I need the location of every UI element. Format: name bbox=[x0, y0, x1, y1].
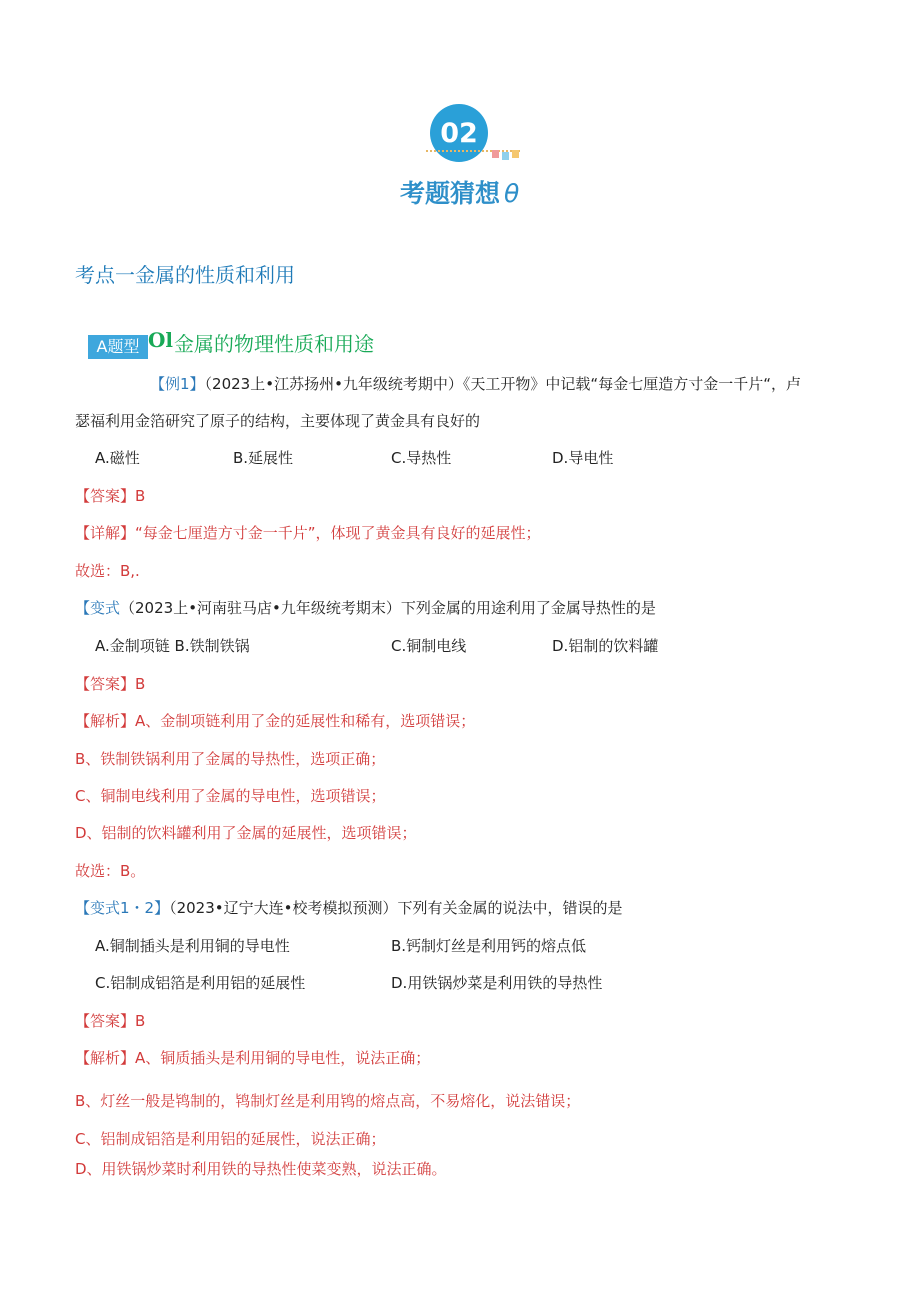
variant1-stem-text: （2023上•河南驻马店•九年级统考期末）下列金属的用途利用了金属导热性的是 bbox=[120, 599, 656, 617]
example1-option-c: C.导热性 bbox=[391, 449, 452, 467]
example1-choice: 故选：B,. bbox=[75, 562, 140, 580]
variant1-explanation-line2: B、铁制铁锅利用了金属的导热性，选项正确； bbox=[75, 750, 386, 768]
question-type-tag: A题型 bbox=[88, 335, 148, 359]
variant1-explanation-line4: D、铝制的饮料罐利用了金属的延展性，选项错误； bbox=[75, 824, 417, 842]
variant2-stem bbox=[75, 897, 622, 918]
bunting-flag-icon bbox=[492, 150, 499, 158]
example1-label: 【例1】 bbox=[150, 375, 205, 393]
example1-stem-line2: 瑟福利用金箔研究了原子的结构，主要体现了黄金具有良好的 bbox=[75, 412, 481, 430]
example1-option-b: B.延展性 bbox=[233, 449, 294, 467]
answer-tag: 【答案】 bbox=[75, 487, 136, 505]
variant1-option-c: C.铜制电线 bbox=[391, 637, 467, 655]
question-type-title: 金属的物理性质和用途 bbox=[174, 332, 374, 356]
bunting-flag-icon bbox=[512, 150, 519, 158]
variant1-explanation-line1 bbox=[75, 710, 475, 731]
variant2-option-a: A.铜制插头是利用铜的导电性 bbox=[95, 937, 290, 955]
answer-value: B bbox=[135, 487, 146, 505]
heading-mark: θ bbox=[504, 179, 520, 208]
example1-stem-line1 bbox=[150, 373, 801, 394]
answer-value: B bbox=[135, 1012, 146, 1030]
example1-answer bbox=[75, 485, 145, 506]
variant2-option-c: C.铝制成铝箔是利用铝的延展性 bbox=[95, 974, 306, 992]
explain-text: A、金制项链利用了金的延展性和稀有，选项错误； bbox=[135, 712, 476, 730]
explain-text: A、铜质插头是利用铜的导电性，说法正确； bbox=[135, 1049, 431, 1067]
example1-stem-text: （2023上•江苏扬州•九年级统考期中）《天工开物》中记载“每金七厘造方寸金一千片“，卢 bbox=[204, 375, 801, 393]
section-number-badge: 02 bbox=[430, 104, 488, 162]
page-heading-text: 考题猜想 bbox=[400, 179, 501, 208]
answer-value: B bbox=[135, 675, 146, 693]
page-heading bbox=[400, 174, 519, 210]
variant1-option-ab: A.金制项链 B.铁制铁锅 bbox=[95, 637, 250, 655]
variant1-stem bbox=[75, 597, 656, 618]
variant2-explanation-line2: B、灯丝一般是鸨制的，鸨制灯丝是利用鸨的熔点高，不易熔化，说法错误； bbox=[75, 1092, 581, 1110]
variant2-stem-text: （2023•辽宁大连•校考模拟预测）下列有关金属的说法中，错误的是 bbox=[169, 899, 623, 917]
answer-tag: 【答案】 bbox=[75, 1012, 136, 1030]
variant1-label: 【变式 bbox=[75, 599, 121, 617]
variant2-explanation-line3: C、铝制成铝箔是利用铝的延展性，说法正确； bbox=[75, 1130, 386, 1148]
variant2-label: 【变式1・2】 bbox=[75, 899, 170, 917]
explain-text: “每金七厘造方寸金一千片”，体现了黄金具有良好的延展性； bbox=[135, 524, 541, 542]
variant1-choice: 故选：B。 bbox=[75, 862, 146, 880]
variant2-explanation-line4: D、用铁锅炒菜时利用铁的导热性使菜变熟，说法正确。 bbox=[75, 1160, 447, 1178]
variant1-explanation-line3: C、铜制电线利用了金属的导电性，选项错误； bbox=[75, 787, 386, 805]
explain-tag: 【详解】 bbox=[75, 524, 136, 542]
question-type-number: Ol bbox=[148, 328, 174, 352]
example1-option-a: A.磁性 bbox=[95, 449, 140, 467]
variant2-explanation-line1 bbox=[75, 1047, 430, 1068]
explain-tag: 【解析】 bbox=[75, 712, 136, 730]
variant2-answer bbox=[75, 1010, 145, 1031]
section-title: 考点一金属的性质和利用 bbox=[75, 263, 295, 287]
example1-explanation bbox=[75, 522, 541, 543]
variant2-option-d: D.用铁锅炒菜是利用铁的导热性 bbox=[391, 974, 603, 992]
explain-tag: 【解析】 bbox=[75, 1049, 136, 1067]
bunting-flag-icon bbox=[502, 152, 509, 160]
variant1-option-d: D.铝制的饮料罐 bbox=[552, 637, 659, 655]
answer-tag: 【答案】 bbox=[75, 675, 136, 693]
variant2-option-b: B.钙制灯丝是利用钙的熔点低 bbox=[391, 937, 587, 955]
variant1-answer bbox=[75, 673, 145, 694]
example1-option-d: D.导电性 bbox=[552, 449, 614, 467]
